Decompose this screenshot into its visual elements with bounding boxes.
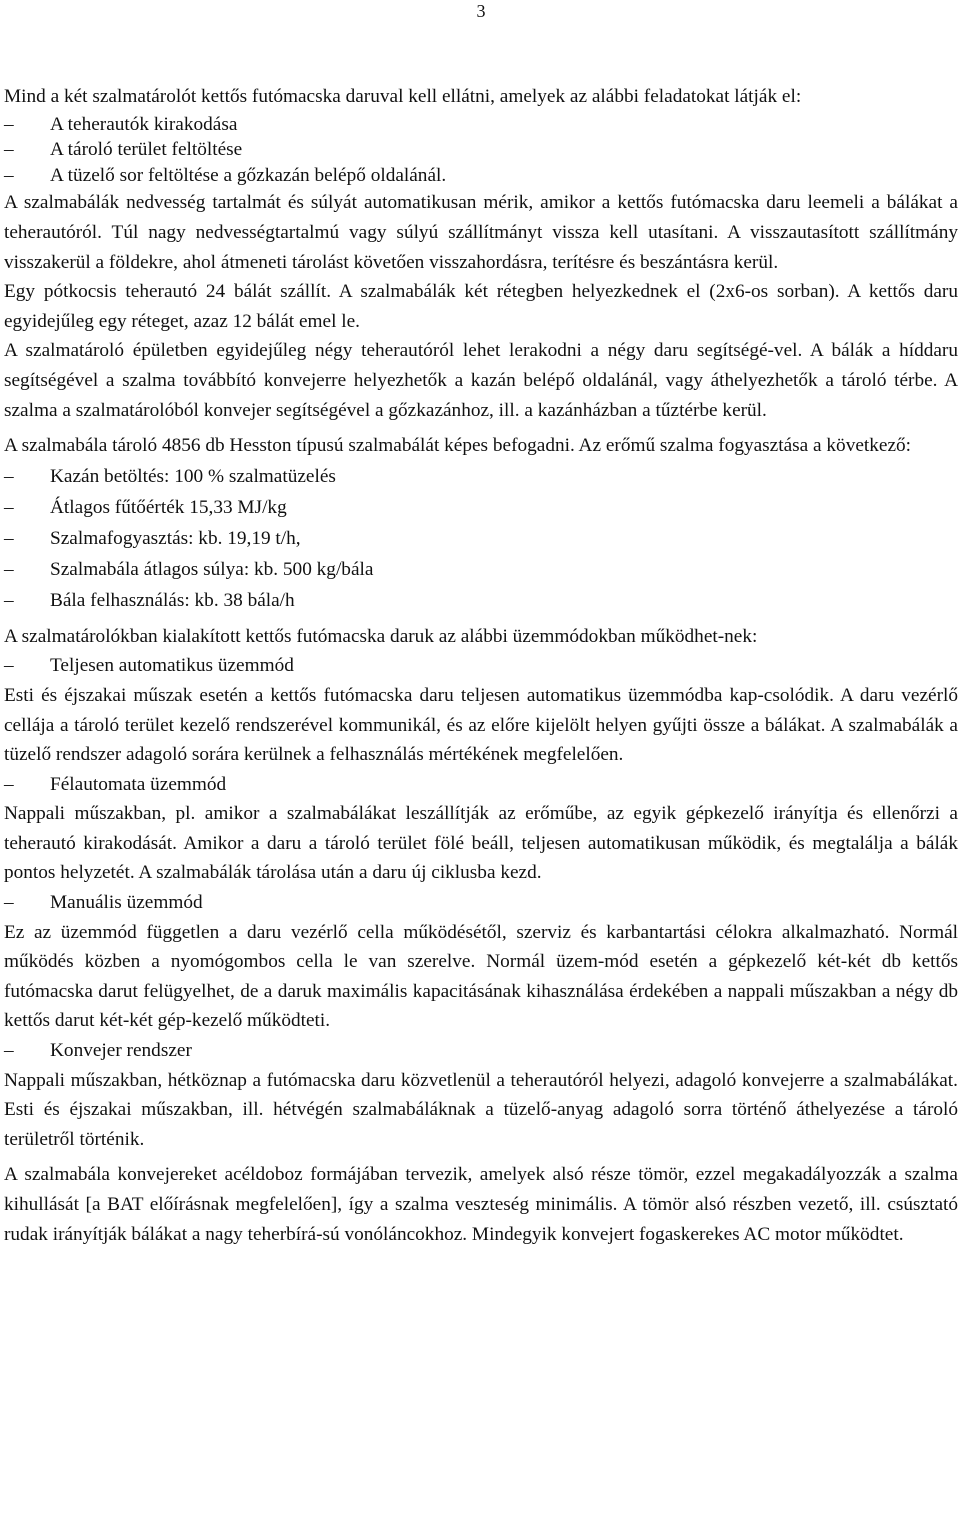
mode-title-manual: – Manuális üzemmód xyxy=(4,888,958,918)
consumption-item: – Kazán betöltés: 100 % szalmatüzelés xyxy=(4,461,958,492)
page-number xyxy=(0,0,960,22)
mode-title-conveyor: – Konvejer rendszer xyxy=(4,1036,958,1066)
document-body xyxy=(4,82,958,1249)
mode-text-manual: Ez az üzemmód független a daru vezérlő cella működésétől, szerviz és karbantartási célokra alkalmazható. Normál működés közben a nyomógombos cella le van szerelve. Normál üzem-mód esetén a gépkezelő két-két db kettős futómacska darut felügyelhet, de a daruk maximális kapacitásának kihasználása érdekében a nappali műszakban a négy db kettős darut két-két gép-kezelő működteti. xyxy=(4,921,958,1032)
consumption-item: – Szalmabála átlagos súlya: kb. 500 kg/bála xyxy=(4,554,958,585)
task-list xyxy=(4,112,958,189)
closing-paragraph: A szalmabála konvejereket acéldoboz formájában tervezik, amelyek alsó része tömör, ezzel megakadályozzák a szalma kihullását [a BAT előírásnak megfelelően], így a szalma veszteség minimális. A tömör alsó részben vezető, ill. csúsztató rudak irányítják bálákat a nagy teherbírá-sú vonóláncokhoz. Mindegyik konvejert fogaskerekes AC motor működtet. xyxy=(4,1164,958,1245)
consumption-item: – Bála felhasználás: kb. 38 bála/h xyxy=(4,585,958,616)
mode-title-semiautomatic: – Félautomata üzemmód xyxy=(4,770,958,800)
task-item: – A tároló terület feltöltése xyxy=(4,137,958,163)
intro-paragraph: Mind a két szalmatárolót kettős futómacska daruval kell ellátni, amelyek az alábbi feladatokat látják el: xyxy=(4,86,802,107)
page-number-text: 3 xyxy=(476,1,486,21)
capacity-paragraph: A szalmabála tároló 4856 db Hesston típusú szalmabálát képes befogadni. Az erőmű szalma fogyasztása a következő: xyxy=(4,435,912,457)
consumption-list xyxy=(4,461,958,616)
mode-text-conveyor: Nappali műszakban, hétköznap a futómacska daru közvetlenül a teherautóról helyezi, adagoló konvejerre a szalmabálákat. Esti és éjszakai műszakban, ill. hétvégén szalmabáláknak a tüzelő-anyag adagoló sorra történő áthelyezése a tároló területről történik. xyxy=(4,1069,958,1150)
moisture-paragraph: A szalmabálák nedvesség tartalmát és súlyát automatikusan mérik, amikor a kettős futómacska daru leemeli a bálákat a teherautóról. Túl nagy nedvességtartalmú vagy súlyú szállítmányt vissza kell utasítani. A visszautasított szállítmány visszakerül a földekre, ahol átmeneti tárolást követően visszahordásra, terítésre és beszántásra kerül. xyxy=(4,192,958,273)
mode-title-automatic: – Teljesen automatikus üzemmód xyxy=(4,651,958,681)
task-item: – A tüzelő sor feltöltése a gőzkazán belépő oldalánál. xyxy=(4,163,958,189)
consumption-item: – Szalmafogyasztás: kb. 19,19 t/h, xyxy=(4,523,958,554)
mode-text-automatic: Esti és éjszakai műszak esetén a kettős futómacska daru teljesen automatikus üzemmódba kap-csolódik. A daru vezérlő cellája a tároló terület kezelő rendszerével kommunikál, és az előre kijelölt helyen gyűjti össze a bálákat. A szalmabálák a tüzelő rendszer adagoló sorára kerülnek a felhasználás mértékének megfelelően. xyxy=(4,684,958,766)
consumption-item: – Átlagos fűtőérték 15,33 MJ/kg xyxy=(4,492,958,523)
truck-paragraph: Egy pótkocsis teherautó 24 bálát szállít. A szalmabálák két rétegben helyezkednek el (2x6-os sorban). A kettős daru egyidejűleg egy réteget, azaz 12 bálát emel le. xyxy=(4,281,958,332)
task-item: – A teherautók kirakodása xyxy=(4,112,958,138)
unloading-paragraph: A szalmatároló épületben egyidejűleg négy teherautóról lehet lerakodni a négy daru segítségé-vel. A bálák a híddaru segítségével a szalma továbbító konvejerre helyezhetők a kazán belépő oldalánál, vagy áthelyezhetők a tároló térbe. A szalma a szalmatárolóból konvejer segítségével a gőzkazánhoz, ill. a kazánházban a tűztérbe kerül. xyxy=(4,340,958,421)
modes-intro-paragraph: A szalmatárolókban kialakított kettős futómacska daruk az alábbi üzemmódokban működhet-nek: xyxy=(4,625,758,647)
mode-text-semiautomatic: Nappali műszakban, pl. amikor a szalmabálákat leszállítják az erőműbe, az egyik gépkezelő irányítja és ellenőrzi a teherautó kirakodását. Amikor a daru a tároló terület fölé beáll, teljesen automatikusan működik, és megtalálja a bálák pontos helyzetét. A szalmabálák tárolása után a daru új ciklusba kezd. xyxy=(4,803,958,884)
